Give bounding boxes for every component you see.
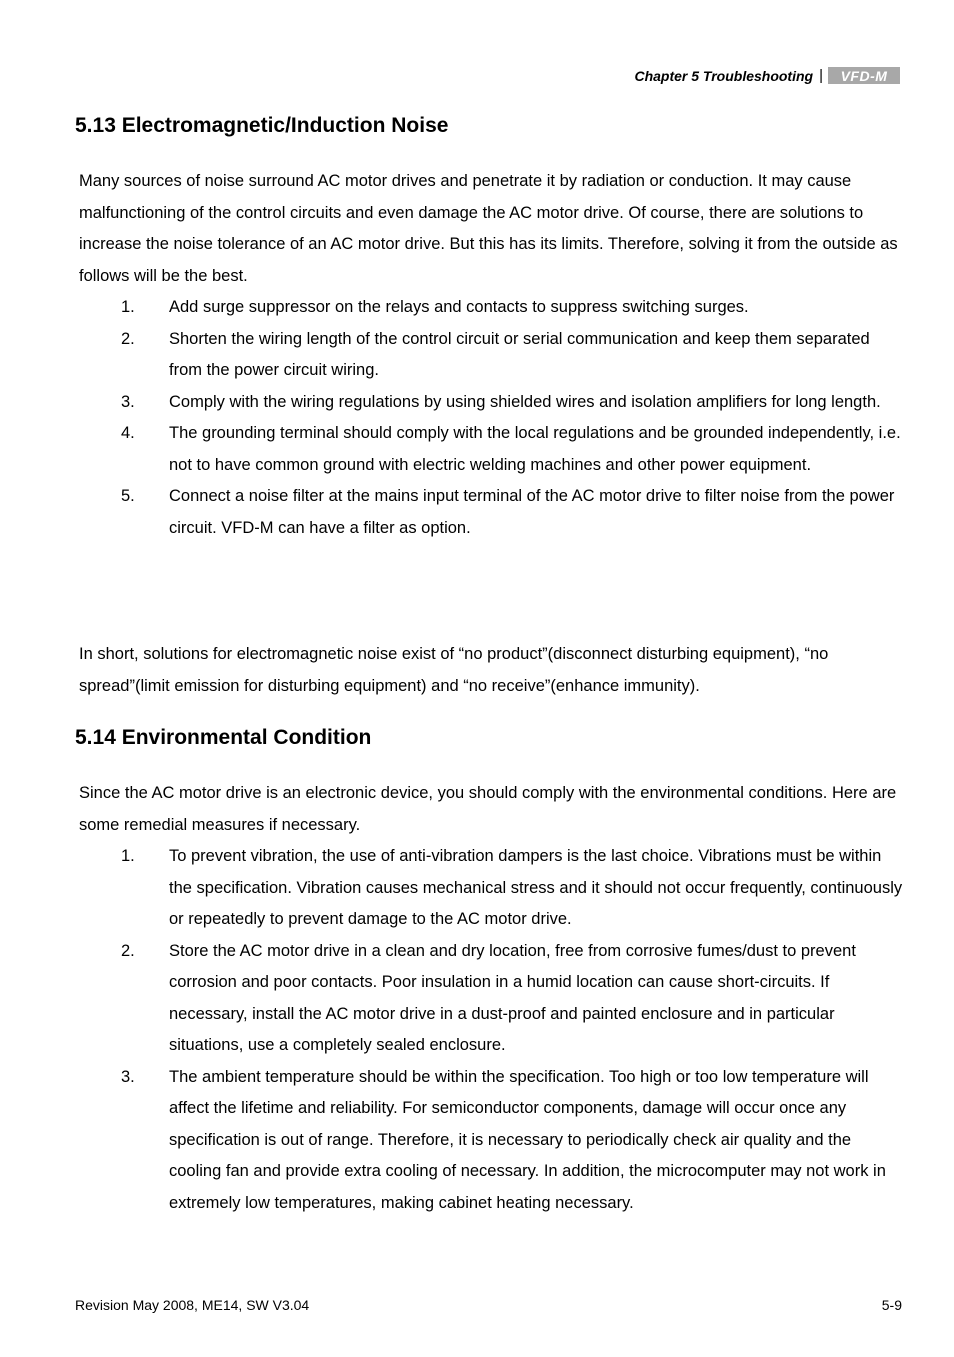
list-item-text: To prevent vibration, the use of anti-vibration dampers is the last choice. Vibrations must be within the specification. Vibration causes mechanical stress and it should not occur frequently, continuously or repeatedly to prevent damage to the AC motor drive. bbox=[169, 847, 903, 928]
list-item-number: 3. bbox=[121, 1067, 135, 1086]
list-item-number: 1. bbox=[121, 298, 135, 316]
list-item bbox=[79, 481, 905, 544]
environment-intro-paragraph: Since the AC motor drive is an electronic device, you should comply with the environmental conditions. Here are some remedial measures if necessary. bbox=[79, 784, 897, 834]
chapter-title: Chapter 5 Troubleshooting bbox=[634, 67, 814, 84]
list-item-number: 3. bbox=[121, 392, 135, 411]
list-item-text: Comply with the wiring regulations by using shielded wires and isolation amplifiers for long length. bbox=[169, 392, 881, 411]
page-footer bbox=[75, 1297, 902, 1313]
list-item-text: Connect a noise filter at the mains input terminal of the AC motor drive to filter noise from the power circuit. VFD-M can have a filter as option. bbox=[169, 487, 895, 537]
list-item-number: 4. bbox=[121, 424, 135, 442]
list-item-text: Store the AC motor drive in a clean and dry location, free from corrosive fumes/dust to prevent corrosion and poor contacts. Poor insulation in a humid location can cause short-circuits. If necessary, install the AC motor drive in a dust-proof and painted enclosure and in particular situations, use a completely sealed enclosure. bbox=[169, 941, 856, 1054]
noise-intro-paragraph: Many sources of noise surround AC motor drives and penetrate it by radiation or conduction. It may cause malfunctioning of the control circuits and even damage the AC motor drive. Of course, there are solutions to increase the noise tolerance of an AC motor drive. But this has its limits. Therefore, solving it from the outside as follows will be the best. bbox=[79, 172, 898, 285]
list-item bbox=[79, 324, 905, 387]
list-item bbox=[79, 292, 905, 324]
list-item bbox=[79, 841, 905, 936]
list-item-number: 1. bbox=[121, 847, 135, 865]
environment-measures-list bbox=[79, 841, 905, 1219]
vfd-m-logo: VFD-M bbox=[828, 67, 900, 84]
section-title-noise: 5.13 Electromagnetic/Induction Noise bbox=[75, 114, 449, 137]
list-item-text: Shorten the wiring length of the control circuit or serial communication and keep them separated from the power circuit wiring. bbox=[169, 329, 870, 379]
list-item bbox=[79, 387, 905, 419]
section-title-environment: 5.14 Environmental Condition bbox=[75, 726, 372, 749]
list-item bbox=[79, 1062, 905, 1220]
noise-summary-paragraph: In short, solutions for electromagnetic noise exist of “no product”(disconnect disturbing equipment), “no spread”(limit emission for disturbing equipment) and “no receive”(enhance immunity). bbox=[79, 645, 829, 695]
list-item bbox=[79, 418, 905, 481]
list-item bbox=[79, 936, 905, 1062]
header-separator: | bbox=[819, 67, 823, 84]
list-item-text: The ambient temperature should be within the specification. Too high or too low temperature will affect the lifetime and reliability. For semiconductor components, damage will occur once any specification is out of range. Therefore, it is necessary to periodically check air quality and the cooling fan and provide extra cooling of necessary. In addition, the microcomputer may not work in extremely low temperatures, making cabinet heating necessary. bbox=[169, 1067, 886, 1212]
list-item-number: 5. bbox=[121, 487, 135, 505]
list-item-text: Add surge suppressor on the relays and contacts to suppress switching surges. bbox=[169, 298, 749, 316]
noise-solutions-list bbox=[79, 292, 905, 544]
list-item-number: 2. bbox=[121, 941, 135, 960]
revision-info: Revision May 2008, ME14, SW V3.04 bbox=[75, 1297, 310, 1313]
page-number: 5-9 bbox=[881, 1297, 902, 1313]
list-item-number: 2. bbox=[121, 329, 135, 348]
page-header bbox=[634, 67, 900, 84]
list-item-text: The grounding terminal should comply with the local regulations and be grounded independently, i.e. not to have common ground with electric welding machines and other power equipment. bbox=[169, 424, 901, 474]
